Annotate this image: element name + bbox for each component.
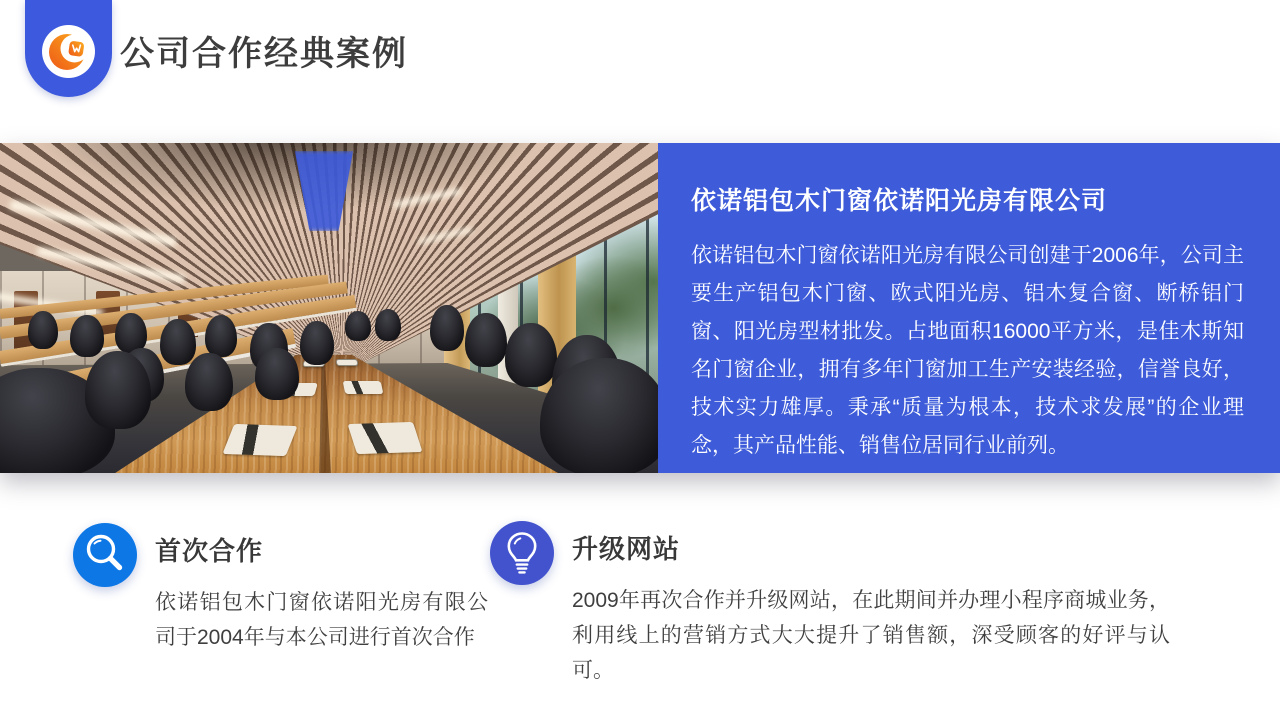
- company-intro-panel: [658, 143, 1280, 473]
- photo-office-chair: [345, 311, 371, 341]
- photo-office-chair: [375, 309, 401, 341]
- photo-office-chair: [160, 319, 196, 365]
- hero-strip: [0, 143, 1280, 473]
- photo-cable-hatch: [222, 424, 297, 456]
- website-upgrade-section: [572, 529, 1170, 688]
- first-cooperation-title: 首次合作: [155, 536, 264, 566]
- website-upgrade-body: 2009年再次合作并升级网站，在此期间并办理小程序商城业务，利用线上的营销方式大大提升了销售额，深受顾客的好评与认可。: [572, 589, 1170, 682]
- photo-office-chair: [185, 353, 233, 411]
- photo-cable-hatch: [336, 359, 359, 366]
- photo-office-chair: [255, 348, 299, 400]
- lightbulb-icon: [490, 521, 554, 585]
- company-name-heading: 依诺铝包木门窗依诺阳光房有限公司: [691, 187, 1108, 215]
- photo-office-chair: [465, 313, 507, 367]
- website-upgrade-icon-circle: [490, 521, 554, 585]
- company-description: 依诺铝包木门窗依诺阳光房有限公司创建于2006年，公司主要生产铝包木门窗、欧式阳光房、铝木复合窗、断桥铝门窗、阳光房型材批发。占地面积16000平方米，是佳木斯知名门窗企业，拥有多年门窗加工生产安装经验，信誉良好，技术实力雄厚。秉承“质量为根本，技术求发展”的企业理念，其产品性能、销售位居同行业前列。: [691, 244, 1244, 457]
- search-icon: [73, 523, 137, 587]
- first-cooperation-section: [155, 531, 488, 655]
- photo-office-chair: [115, 313, 147, 353]
- first-cooperation-body: 依诺铝包木门窗依诺阳光房有限公司于2004年与本公司进行首次合作: [155, 591, 488, 649]
- company-logo: [41, 24, 96, 79]
- photo-office-chair: [28, 311, 58, 349]
- conference-room-photo: [0, 143, 658, 473]
- first-cooperation-icon-circle: [73, 523, 137, 587]
- photo-office-chair: [300, 321, 334, 365]
- photo-cable-hatch: [343, 381, 384, 394]
- photo-office-chair: [85, 351, 151, 429]
- photo-office-chair: [505, 323, 557, 387]
- orange-crescent-logo-icon: [41, 24, 96, 79]
- photo-cable-hatch: [348, 422, 423, 454]
- page-title: 公司合作经典案例: [120, 35, 408, 73]
- website-upgrade-title: 升级网站: [572, 534, 681, 564]
- photo-office-chair: [70, 315, 104, 357]
- header-badge: [25, 0, 112, 97]
- photo-office-chair: [430, 305, 464, 351]
- photo-office-chair: [205, 315, 237, 357]
